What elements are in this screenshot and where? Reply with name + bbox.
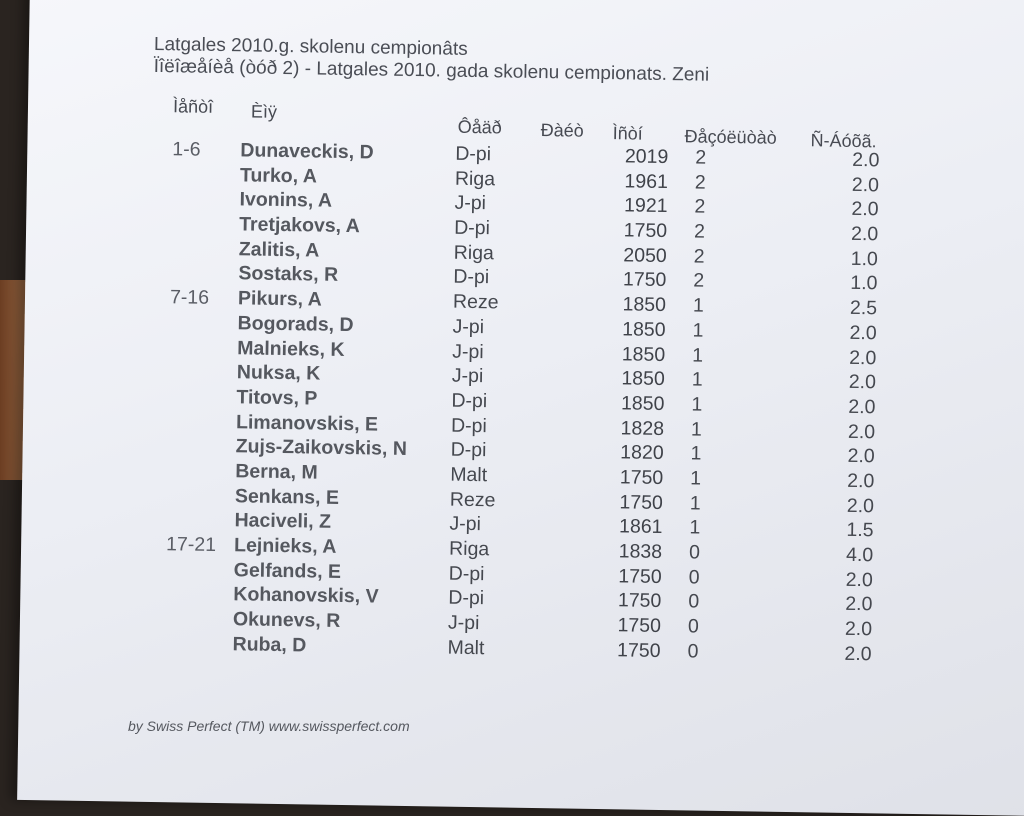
row-score: 1	[691, 368, 703, 391]
row-club: Riga	[454, 167, 496, 191]
standings-document	[144, 34, 954, 669]
row-name: Turko, A	[239, 164, 318, 188]
row-score: 0	[688, 566, 700, 589]
row-name: Okunevs, R	[232, 608, 341, 633]
row-club: D-pi	[455, 142, 492, 166]
row-buchholz: 1.0	[850, 272, 878, 295]
row-club: D-pi	[451, 389, 488, 413]
row-score: 2	[694, 171, 706, 194]
row-club: D-pi	[453, 266, 490, 289]
row-rating: 1850	[622, 293, 667, 317]
row-place: 17-21	[165, 533, 217, 556]
row-club: D-pi	[450, 438, 487, 462]
row-buchholz: 2.0	[848, 395, 876, 419]
row-club: J-pi	[449, 512, 482, 536]
row-score: 0	[688, 590, 700, 613]
row-club: Riga	[448, 537, 490, 561]
row-score: 2	[693, 269, 705, 293]
row-buchholz: 2.0	[844, 617, 873, 641]
document-subtitle: Ïîëîæåíèå (òóð 2) - Latgales 2010. gada skolenu cempionats. Zeni	[153, 55, 710, 86]
row-rating: 2050	[623, 244, 667, 267]
row-rating: 1921	[623, 194, 668, 218]
row-club: Malt	[450, 463, 488, 487]
row-buchholz: 2.0	[848, 371, 877, 394]
row-name: Kohanovskis, V	[233, 583, 379, 608]
row-buchholz: 2.0	[851, 173, 880, 197]
row-score: 2	[693, 220, 706, 243]
row-rating: 1850	[621, 367, 665, 391]
row-rating: 1750	[617, 614, 662, 638]
row-rating: 1750	[619, 466, 664, 489]
row-name: Gelfands, E	[233, 558, 342, 583]
row-rating: 1828	[620, 416, 665, 440]
row-buchholz: 2.0	[849, 346, 877, 369]
row-buchholz: 4.0	[845, 543, 874, 567]
row-club: D-pi	[448, 587, 485, 610]
row-score: 1	[690, 442, 702, 465]
row-name: Dunaveckis, D	[240, 139, 374, 164]
row-rating: 1750	[623, 219, 668, 243]
row-name: Malnieks, K	[237, 336, 345, 361]
row-buchholz: 2.0	[845, 593, 873, 616]
row-club: Reze	[449, 488, 496, 511]
row-name: Tretjakovs, A	[239, 213, 361, 238]
row-rating: 1820	[620, 441, 664, 465]
header-rating: Ìñòí	[612, 123, 643, 144]
row-name: Berna, M	[235, 460, 318, 484]
row-buchholz: 2.0	[849, 321, 877, 345]
row-name: Titovs, P	[236, 386, 318, 410]
row-score: 2	[695, 146, 707, 169]
row-rating: 1850	[621, 342, 666, 366]
row-buchholz: 2.0	[844, 642, 872, 666]
row-club: D-pi	[453, 216, 491, 240]
row-score: 0	[687, 615, 699, 638]
row-name: Senkans, E	[234, 484, 340, 509]
row-name: Zalitis, A	[238, 238, 320, 262]
row-score: 1	[692, 343, 704, 367]
row-score: 1	[690, 418, 703, 441]
row-rating: 1750	[619, 490, 664, 514]
header-place: Ìåñòî	[172, 96, 214, 117]
row-score: 0	[688, 541, 701, 564]
row-club: D-pi	[448, 562, 485, 585]
row-buchholz: 1.5	[846, 519, 874, 542]
row-club: J-pi	[452, 315, 485, 338]
row-buchholz: 2.0	[847, 469, 875, 493]
row-club: J-pi	[451, 364, 484, 388]
row-name: Nuksa, K	[236, 361, 321, 385]
row-name: Limanovskis, E	[235, 410, 379, 436]
row-name: Ruba, D	[232, 633, 307, 657]
paper-sheet	[17, 0, 1024, 816]
row-club: Malt	[447, 636, 485, 659]
row-rating: 1861	[618, 515, 663, 539]
header-buchholz: Ñ-Áóõã.	[810, 130, 877, 152]
row-score: 2	[693, 245, 705, 268]
row-club: J-pi	[452, 340, 484, 363]
row-club: D-pi	[450, 414, 487, 437]
header-score: Ðåçóëüòàò	[684, 126, 777, 148]
row-buchholz: 2.0	[845, 568, 873, 591]
row-rating: 2019	[624, 145, 669, 169]
row-rating: 1750	[618, 565, 662, 588]
row-rating: 1750	[616, 639, 661, 662]
row-name: Lejnieks, A	[233, 534, 337, 558]
row-buchholz: 2.5	[849, 297, 878, 320]
row-name: Bogorads, D	[237, 312, 354, 336]
row-rating: 1961	[624, 170, 669, 193]
row-place: 7-16	[169, 286, 210, 309]
row-buchholz: 2.0	[851, 198, 879, 221]
header-name: Èìÿ	[250, 101, 278, 122]
standings-table	[144, 138, 952, 669]
row-name: Haciveli, Z	[234, 509, 332, 534]
row-score: 1	[692, 319, 704, 342]
row-score: 1	[689, 516, 701, 539]
row-rating: 1850	[622, 318, 666, 341]
row-rating: 1838	[618, 540, 663, 563]
row-score: 0	[687, 640, 699, 663]
row-club: Riga	[453, 241, 495, 265]
row-score: 2	[694, 195, 706, 219]
row-score: 1	[689, 492, 701, 515]
row-rating: 1750	[622, 268, 667, 292]
row-score: 1	[691, 393, 703, 416]
row-place: 1-6	[172, 138, 201, 161]
document-title: Latgales 2010.g. skolenu cempionâts	[153, 33, 468, 60]
row-name: Pikurs, A	[237, 287, 322, 311]
footer-credit: by Swiss Perfect (TM) www.swissperfect.com	[128, 718, 410, 734]
row-buchholz: 2.0	[850, 222, 879, 246]
row-buchholz: 2.0	[846, 494, 875, 517]
row-buchholz: 2.0	[847, 445, 875, 468]
header-club: Ôåäð	[457, 116, 502, 138]
row-rating: 1850	[620, 392, 665, 415]
row-name: Zujs-Zaikovskis, N	[235, 435, 408, 461]
row-buchholz: 2.0	[852, 148, 880, 172]
row-club: J-pi	[447, 611, 480, 635]
row-club: Reze	[452, 290, 499, 314]
row-name: Ivonins, A	[239, 188, 333, 213]
row-buchholz: 1.0	[850, 247, 879, 271]
header-rank: Ðàéò	[540, 120, 584, 141]
row-buchholz: 2.0	[847, 420, 876, 443]
row-score: 1	[690, 467, 702, 490]
row-club: J-pi	[454, 192, 487, 215]
row-rating: 1750	[617, 589, 662, 613]
row-name: Sostaks, R	[238, 262, 339, 287]
row-score: 1	[692, 294, 704, 317]
